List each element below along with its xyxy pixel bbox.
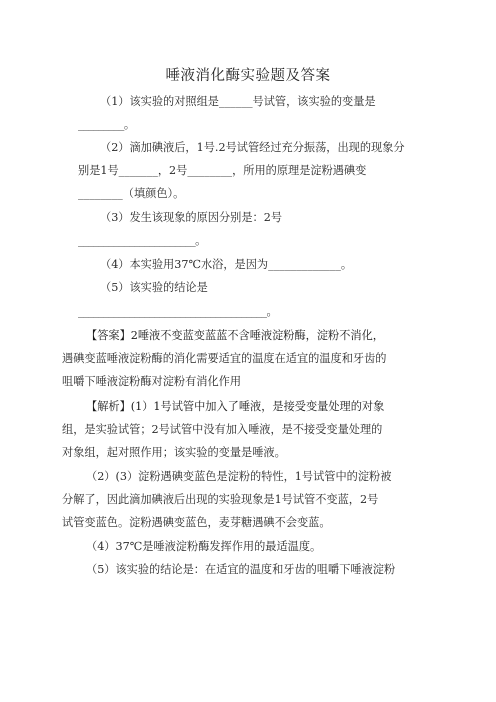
question-1-line-2: _________。 (78, 118, 135, 131)
question-5-line-2: _____________________________________。 (78, 305, 278, 318)
analysis-line-1: 【解析】(1）1号试管中加入了唾液，是接受变量处理的对象 (86, 400, 385, 413)
analysis-line-4: （2）(3）淀粉遇碘变蓝色是淀粉的特性，1号试管中的淀粉被 (86, 470, 392, 483)
question-2-line-3: ________（填颜色）。 (78, 187, 185, 200)
question-5-line-1: （5）该实验的结论是 (100, 281, 208, 294)
answer-line-3: 咀嚼下唾液淀粉酶对淀粉有消化作用 (62, 375, 242, 388)
question-2-line-2: 别是1号_______，2号________，所用的原理是淀粉遇碘变 (78, 164, 367, 177)
answer-line-2: 遇碘变蓝唾液淀粉酶的消化需要适宜的温度在适宜的温度和牙齿的 (62, 352, 387, 365)
analysis-line-7: （4）37℃是唾液淀粉酶发挥作用的最适温度。 (86, 540, 322, 553)
analysis-line-8: （5）该实验的结论是：在适宜的温度和牙齿的咀嚼下唾液淀粉 (86, 563, 396, 576)
analysis-line-6: 试管变蓝色。淀粉遇碘变蓝色，麦芽糖遇碘不会变蓝。 (62, 516, 331, 529)
analysis-line-2: 组，是实验试管；2号试管中没有加入唾液，是不接受变量处理的 (62, 423, 383, 436)
question-4-line: （4）本实验用37℃水浴，是因为_____________。 (100, 258, 353, 271)
question-3-line-2: _______________________。 (78, 234, 206, 247)
question-2-line-1: （2）滴加碘液后，1号.2号试管经过充分振荡，出现的现象分 (100, 141, 405, 154)
page-title: 唾液消化酶实验题及答案 (165, 68, 331, 84)
question-3-line-1: （3）发生该现象的原因分别是：2号 (100, 211, 283, 224)
analysis-line-3: 对象组，起对照作用；该实验的变量是唾液。 (62, 446, 286, 459)
answer-line-1: 【答案】2唾液不变蓝变蓝蓝不含唾液淀粉酶，淀粉不消化， (86, 329, 384, 342)
question-1-line-1: （1）该实验的对照组是______号试管，该实验的变量是 (100, 95, 376, 108)
analysis-line-5: 分解了，因此滴加碘液后出现的实验现象是1号试管不变蓝，2号 (62, 493, 379, 506)
